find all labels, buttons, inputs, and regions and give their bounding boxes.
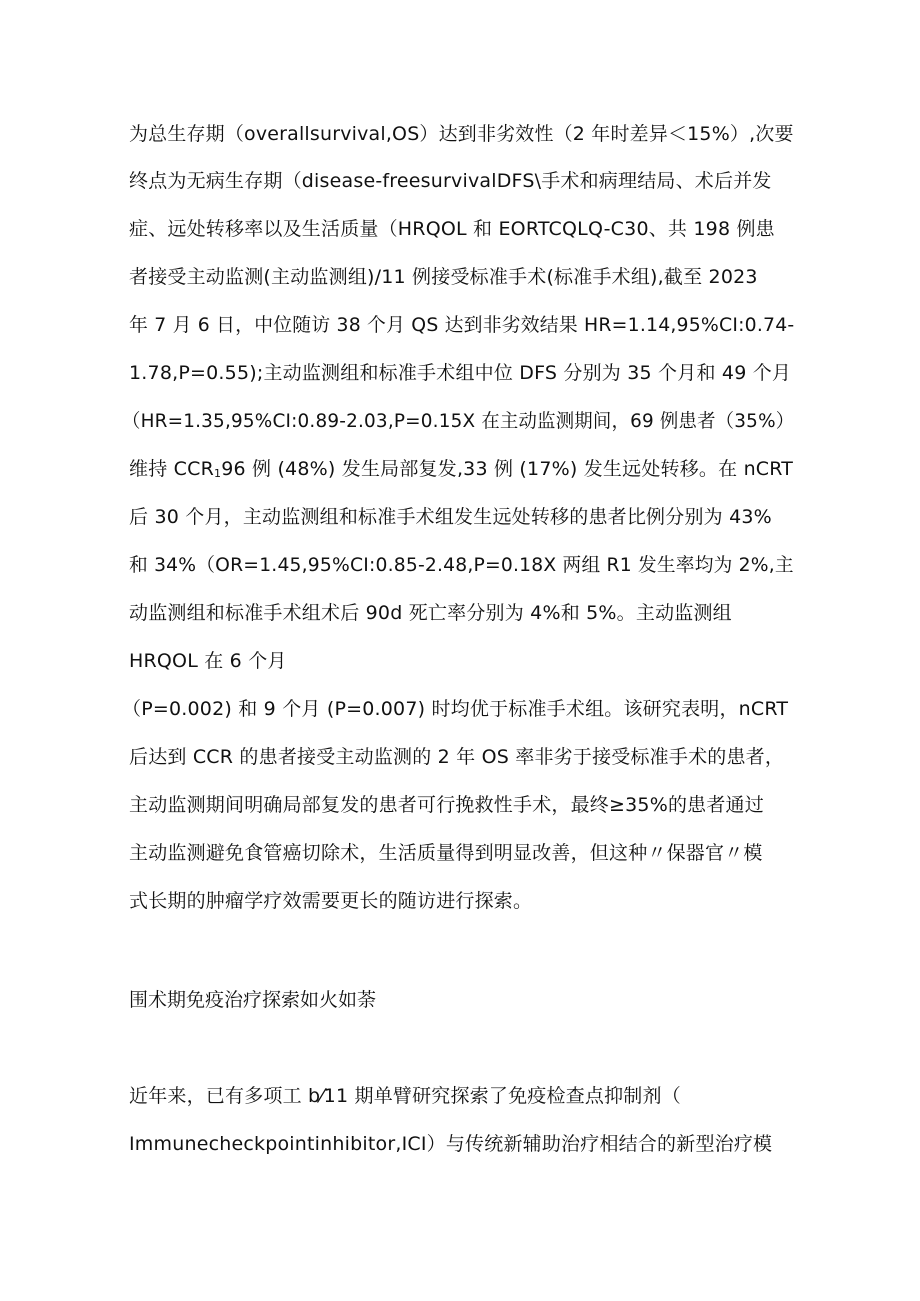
paragraph1-line-12: HRQOL 在 6 个月 <box>129 650 287 672</box>
paragraph1-line-16: 主动监测避免食管癌切除术，生活质量得到明显改善，但这种〃保器官〃模 <box>129 842 763 864</box>
paragraph1-line-14: 后达到 CCR 的患者接受主动监测的 2 年 OS 率非劣于接受标准手术的患者， <box>129 746 785 768</box>
paragraph1-line-13: （P=0.002) 和 9 个月 (P=0.007) 时均优于标准手术组。该研究表明，nCRT <box>122 698 789 720</box>
paragraph1-line-10: 和 34%（OR=1.45,95%CI:0.85-2.48,P=0.18X 两组 R1 发生率均为 2%,主 <box>129 554 794 576</box>
paragraph1-line-11: 动监测组和标准手术组术后 90d 死亡率分别为 4%和 5%。主动监测组 <box>129 602 732 624</box>
paragraph1-line-8 <box>129 457 793 486</box>
paragraph1-line-1: 为总生存期（overallsurvival,OS）达到非劣效性（2 年时差异＜15%）,次要 <box>129 123 794 145</box>
line8-prefix: 维持 CCR <box>129 458 214 480</box>
paragraph1-line-3: 症、远处转移率以及生活质量（HRQOL 和 EORTCQLQ-C30、共 198 例患 <box>129 218 775 240</box>
line8-rest: 96 例 (48%) 发生局部复发,33 例 (17%) 发生远处转移。在 nCRT <box>221 458 794 480</box>
paragraph1-line-15: 主动监测期间明确局部复发的患者可行挽救性手术，最终≥35%的患者通过 <box>129 794 764 816</box>
paragraph1-line-6: 1.78,P=0.55);主动监测组和标准手术组中位 DFS 分别为 35 个月和 49 个月 <box>129 362 792 384</box>
line8-subscript: 1 <box>213 467 222 480</box>
paragraph1-line-9: 后 30 个月，主动监测组和标准手术组发生远处转移的患者比例分别为 43% <box>129 506 772 528</box>
paragraph1-line-17: 式长期的肿瘤学疗效需要更长的随访进行探索。 <box>129 890 533 912</box>
paragraph1-line-4: 者接受主动监测(主动监测组)/11 例接受标准手术(标准手术组),截至 2023 <box>129 266 758 288</box>
paragraph2-line-2: Immunecheckpointinhibitor,ICI）与传统新辅助治疗相结合的新型治疗模 <box>129 1133 773 1155</box>
paragraph1-line-2: 终点为无病生存期（disease-freesurvivalDFS\手术和病理结局、术后并发 <box>129 170 772 192</box>
paragraph2-line-1: 近年来，已有多项工 b⁄11 期单臂研究探索了免疫检查点抑制剂（ <box>129 1085 681 1107</box>
section-heading: 围术期免疫治疗探索如火如荼 <box>129 989 377 1011</box>
paragraph1-line-5: 年 7 月 6 日，中位随访 38 个月 QS 达到非劣效结果 HR=1.14,95%CI:0.74- <box>129 314 795 336</box>
paragraph1-line-7: （HR=1.35,95%CI:0.89-2.03,P=0.15X 在主动监测期间，69 例患者（35%） <box>122 410 795 432</box>
